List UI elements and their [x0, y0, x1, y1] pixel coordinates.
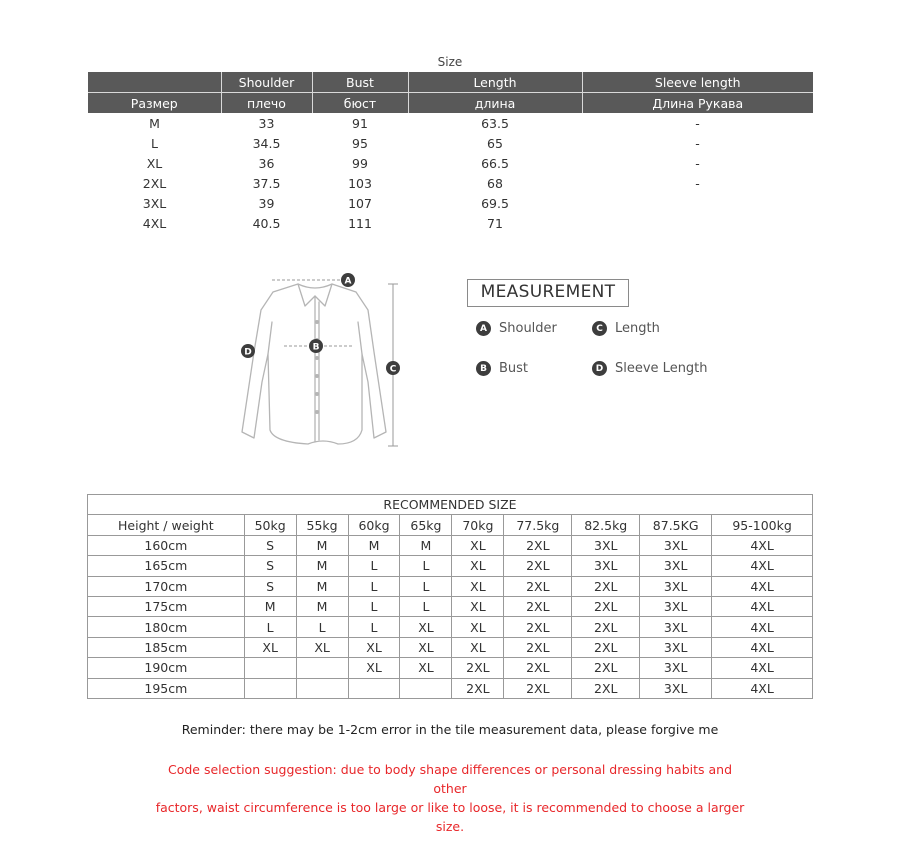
legend-label: Bust — [499, 361, 529, 376]
table-cell: 3XL — [640, 637, 712, 657]
header-cell: 77.5kg — [504, 515, 572, 535]
header-cell: 87.5KG — [640, 515, 712, 535]
table-cell: 4XL — [712, 617, 813, 637]
header-cell: 82.5kg — [572, 515, 640, 535]
table-cell: 3XL — [640, 658, 712, 678]
table-cell: 99 — [352, 155, 368, 171]
table-row — [88, 193, 813, 213]
table-cell: 95 — [352, 135, 368, 151]
table-cell: XL — [400, 637, 452, 657]
table-cell: 2XL — [572, 637, 640, 657]
table-row — [88, 213, 813, 233]
suggestion-line: Code selection suggestion: due to body shape differences or personal dressing habits and other — [167, 762, 733, 796]
table-cell: XL — [452, 596, 504, 616]
legend-label: Shoulder — [499, 321, 557, 336]
table-cell: 4XL — [712, 658, 813, 678]
table-row — [88, 576, 813, 596]
marker-d — [241, 344, 255, 358]
header-cell: 50kg — [244, 515, 296, 535]
table-cell — [582, 193, 813, 213]
size-table-header — [88, 72, 813, 113]
table-cell: L — [400, 556, 452, 576]
header-cell: 60kg — [348, 515, 400, 535]
table-cell — [296, 658, 348, 678]
table-cell: 4XL — [712, 596, 813, 616]
table-cell — [244, 678, 296, 698]
size-suggestion-text — [150, 760, 750, 836]
table-cell: 190cm — [88, 658, 245, 678]
header-cell: бюст — [312, 93, 408, 114]
table-row — [88, 556, 813, 576]
table-cell: 91 — [352, 115, 368, 131]
table-cell: 2XL — [504, 617, 572, 637]
table-cell: 2XL — [142, 175, 167, 191]
legend-item-length — [592, 321, 660, 336]
table-cell: XL — [348, 658, 400, 678]
table-row — [88, 637, 813, 657]
table-cell: 111 — [348, 215, 372, 231]
header-cell — [88, 72, 221, 93]
header-cell: Length — [408, 72, 582, 93]
table-cell: 63.5 — [481, 115, 509, 131]
table-cell: L — [348, 576, 400, 596]
marker-b — [309, 339, 323, 353]
suggestion-line: factors, waist circumference is too large or like to loose, it is recommended to choose a larger size. — [155, 800, 745, 834]
table-cell: M — [296, 535, 348, 555]
table-cell: 40.5 — [252, 215, 281, 231]
table-cell: S — [244, 556, 296, 576]
table-cell: 165cm — [88, 556, 245, 576]
measurement-title: MEASUREMENT — [467, 279, 629, 307]
table-cell: 2XL — [572, 617, 640, 637]
header-cell: 95-100kg — [712, 515, 813, 535]
table-cell: 36 — [258, 155, 275, 171]
svg-text:A: A — [344, 276, 352, 287]
table-cell: 2XL — [504, 658, 572, 678]
table-cell: 4XL — [712, 678, 813, 698]
table-cell: 160cm — [88, 535, 245, 555]
table-row — [88, 678, 813, 698]
table-cell: - — [695, 175, 700, 191]
table-cell: - — [695, 135, 700, 151]
table-cell: 107 — [348, 195, 372, 211]
table-cell: M — [244, 596, 296, 616]
table-cell — [244, 658, 296, 678]
table-row — [88, 658, 813, 678]
table-cell: 3XL — [640, 678, 712, 698]
table-cell: 3XL — [572, 535, 640, 555]
table-cell: 3XL — [142, 195, 167, 211]
header-cell: Height / weight — [88, 515, 245, 535]
table-cell: L — [244, 617, 296, 637]
table-cell: 2XL — [452, 678, 504, 698]
table-cell: 3XL — [572, 556, 640, 576]
table-cell: 4XL — [142, 215, 167, 231]
recommended-title: RECOMMENDED SIZE — [88, 495, 813, 515]
legend-item-shoulder — [476, 321, 557, 336]
table-row — [88, 133, 813, 153]
table-cell: 103 — [348, 175, 372, 191]
table-cell: XL — [400, 617, 452, 637]
table-cell: 180cm — [88, 617, 245, 637]
table-cell: 3XL — [640, 576, 712, 596]
header-cell: Длина Рукава — [582, 93, 813, 114]
table-cell — [296, 678, 348, 698]
table-cell: XL — [452, 535, 504, 555]
header-cell: Sleeve length — [582, 72, 813, 93]
table-cell: XL — [348, 637, 400, 657]
marker-a — [341, 273, 355, 287]
table-cell: 3XL — [640, 617, 712, 637]
table-cell: M — [149, 115, 160, 131]
recommended-size-table — [87, 494, 813, 699]
table-cell: 2XL — [452, 658, 504, 678]
table-cell: XL — [452, 556, 504, 576]
table-cell: 4XL — [712, 535, 813, 555]
table-cell: 2XL — [504, 535, 572, 555]
table-cell: 69.5 — [481, 195, 509, 211]
marker-c — [386, 361, 400, 375]
table-cell: M — [296, 596, 348, 616]
header-cell: плечо — [221, 93, 312, 114]
svg-text:C: C — [389, 364, 397, 375]
table-cell: 2XL — [504, 556, 572, 576]
size-table-header-row-en — [88, 72, 813, 93]
table-cell: - — [695, 155, 700, 171]
shirt-outline — [242, 284, 386, 444]
svg-text:B: B — [312, 342, 320, 353]
table-cell: 2XL — [572, 658, 640, 678]
table-cell: M — [296, 556, 348, 576]
table-cell: 34.5 — [252, 135, 281, 151]
table-cell: XL — [296, 637, 348, 657]
table-cell: 33 — [258, 115, 275, 131]
table-cell: 2XL — [572, 576, 640, 596]
table-cell: 2XL — [504, 596, 572, 616]
table-cell: 175cm — [88, 596, 245, 616]
table-cell: L — [348, 556, 400, 576]
table-cell: 66.5 — [481, 155, 509, 171]
table-cell: 37.5 — [252, 175, 281, 191]
table-cell: 65 — [487, 135, 503, 151]
header-cell: Bust — [312, 72, 408, 93]
table-cell: 3XL — [640, 556, 712, 576]
table-cell: L — [400, 576, 452, 596]
table-cell: 68 — [487, 175, 503, 191]
table-cell: 195cm — [88, 678, 245, 698]
table-cell: 4XL — [712, 576, 813, 596]
table-cell: L — [348, 617, 400, 637]
legend-label: Sleeve Length — [615, 361, 708, 376]
size-table-body — [88, 113, 813, 233]
size-table — [88, 72, 813, 233]
table-row — [88, 153, 813, 173]
legend-item-bust — [476, 361, 528, 376]
table-cell — [400, 678, 452, 698]
table-cell: XL — [452, 576, 504, 596]
table-cell: 4XL — [712, 556, 813, 576]
table-cell: 2XL — [504, 678, 572, 698]
table-cell: 71 — [487, 215, 503, 231]
table-cell: XL — [244, 637, 296, 657]
table-cell: L — [400, 596, 452, 616]
table-row — [88, 617, 813, 637]
size-chart-title: Size — [437, 55, 463, 69]
header-cell: Размер — [88, 93, 221, 114]
table-cell: 3XL — [640, 535, 712, 555]
table-cell: M — [400, 535, 452, 555]
table-cell: S — [244, 535, 296, 555]
reminder-text: Reminder: there may be 1-2cm error in the tile measurement data, please forgive me — [181, 722, 719, 737]
table-cell — [582, 213, 813, 233]
table-cell: 4XL — [712, 637, 813, 657]
table-cell: - — [695, 115, 700, 131]
legend-badge: A — [476, 321, 491, 336]
table-cell — [348, 678, 400, 698]
recommended-title-row — [88, 495, 813, 515]
shirt-measurement-diagram — [228, 262, 418, 462]
table-cell: XL — [400, 658, 452, 678]
table-cell: 2XL — [504, 576, 572, 596]
legend-label: Length — [615, 321, 660, 336]
table-cell: XL — [146, 155, 163, 171]
table-cell: L — [151, 135, 158, 151]
table-cell: XL — [452, 617, 504, 637]
header-cell: длина — [408, 93, 582, 114]
table-cell: S — [244, 576, 296, 596]
table-cell: 2XL — [504, 637, 572, 657]
svg-text:D: D — [244, 347, 252, 358]
table-row — [88, 173, 813, 193]
table-row — [88, 535, 813, 555]
header-cell: 65kg — [400, 515, 452, 535]
table-cell: 2XL — [572, 678, 640, 698]
header-cell: Shoulder — [221, 72, 312, 93]
table-cell: M — [296, 576, 348, 596]
table-cell: 3XL — [640, 596, 712, 616]
table-row — [88, 113, 813, 133]
legend-badge: B — [476, 361, 491, 376]
table-cell: 170cm — [88, 576, 245, 596]
table-cell: L — [296, 617, 348, 637]
table-cell: 39 — [258, 195, 275, 211]
table-cell: 2XL — [572, 596, 640, 616]
size-table-header-row-ru — [88, 93, 813, 114]
table-cell: M — [348, 535, 400, 555]
table-cell: 185cm — [88, 637, 245, 657]
table-row — [88, 596, 813, 616]
legend-badge: D — [592, 361, 607, 376]
header-cell: 70kg — [452, 515, 504, 535]
header-cell: 55kg — [296, 515, 348, 535]
table-cell: L — [348, 596, 400, 616]
table-cell: XL — [452, 637, 504, 657]
legend-item-sleeve-length — [592, 361, 708, 376]
legend-badge: C — [592, 321, 607, 336]
recommended-header-row — [88, 515, 813, 535]
